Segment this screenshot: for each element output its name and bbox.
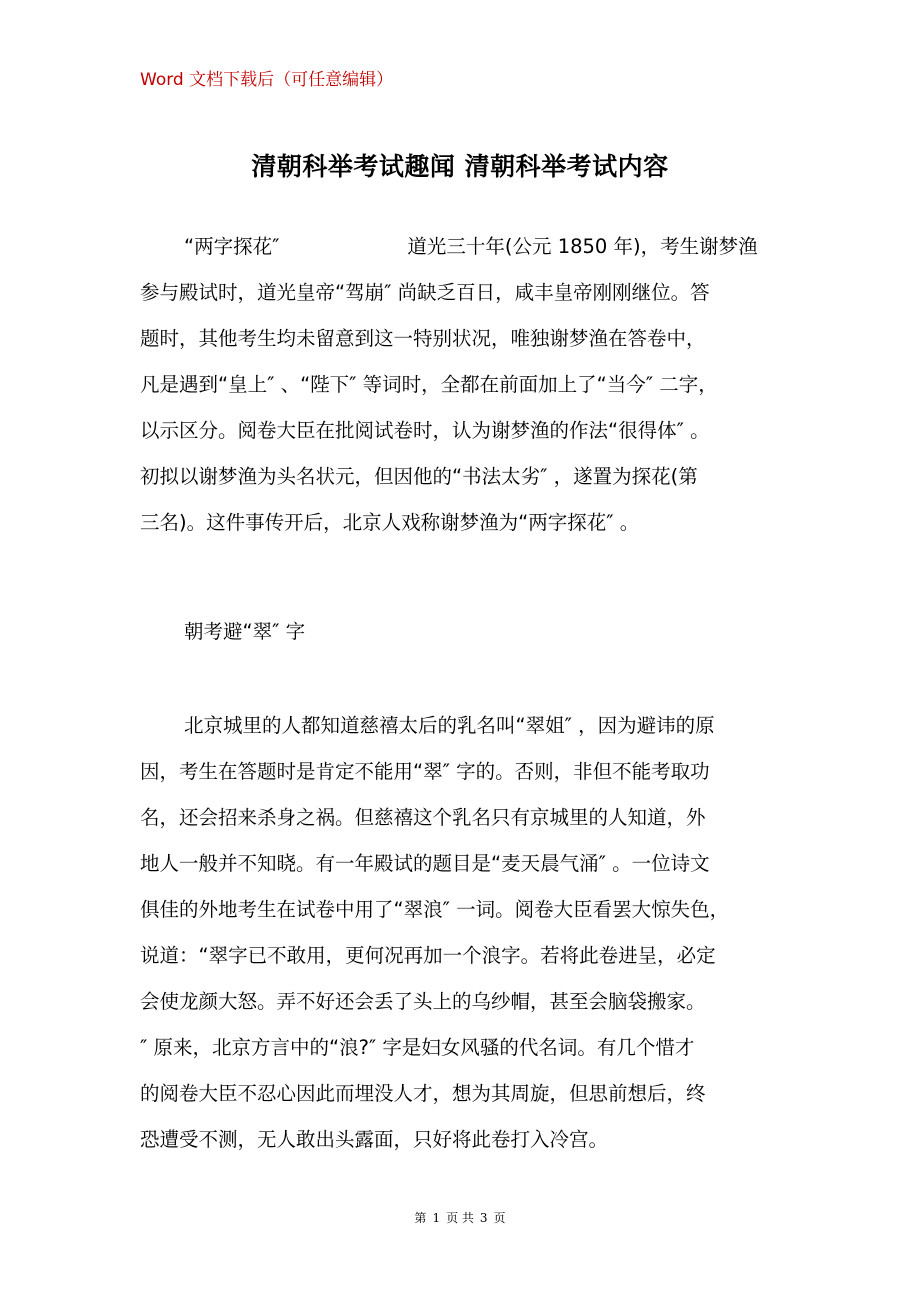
paragraph-line: 地人一般并不知晓。有一年殿试的题目是“麦天晨气涌″ 。一位诗文 (140, 852, 710, 875)
paragraph-line: 名，还会招来杀身之祸。但慈禧这个乳名只有京城里的人知道，外 (140, 806, 706, 829)
section-heading-cui (140, 609, 800, 655)
paragraph-line: 题时，其他考生均未留意到这一特别状况，唯独谢梦渔在答卷中， (140, 327, 706, 350)
paragraph-line: 以示区分。阅卷大臣在批阅试卷时，认为谢梦渔的作法“很得体″ 。 (140, 419, 710, 442)
section-heading-text: 朝考避“翠″ 字 (184, 620, 306, 643)
download-note: Word 文档下载后（可任意编辑） (140, 70, 394, 90)
section-heading-tanhua: “两字探花″ (184, 235, 280, 258)
paragraph-two-character-tanhua (140, 224, 800, 546)
footer-middle: 页 共 (446, 1211, 474, 1225)
total-page-count: 3 (479, 1211, 488, 1225)
paragraph-line: 俱佳的外地考生在试卷中用了“翠浪″ 一词。阅卷大臣看罢大惊失色， (140, 898, 730, 921)
paragraph-line: 初拟以谢梦渔为头名状元，但因他的“书法太劣″ ，遂置为探花(第 (140, 465, 698, 488)
footer-prefix: 第 (414, 1211, 427, 1225)
paragraph-line: 三名)。这件事传开后，北京人戏称谢梦渔为“两字探花″ 。 (140, 511, 640, 534)
current-page-number: 1 (432, 1211, 441, 1225)
page-footer (0, 1209, 920, 1227)
paragraph-line: 说道：“翠字已不敢用，更何况再加一个浪字。若将此卷进呈，必定 (140, 944, 716, 967)
paragraph-line: 会使龙颜大怒。弄不好还会丢了头上的乌纱帽，甚至会脑袋搬家。 (140, 990, 706, 1013)
paragraph-line: 北京城里的人都知道慈禧太后的乳名叫“翠姐″ ，因为避讳的原 (184, 714, 715, 737)
paragraph-line: ″ 原来，北京方言中的“浪?″ 字是妇女风骚的代名词。有几个惜才 (140, 1036, 695, 1059)
paragraph-line: 道光三十年(公元 1850 年)，考生谢梦渔 (407, 235, 758, 258)
paragraph-cui-avoidance (140, 703, 800, 1163)
paragraph-line: 参与殿试时，道光皇帝“驾崩″ 尚缺乏百日，咸丰皇帝刚刚继位。答 (140, 281, 710, 304)
paragraph-line: 凡是遇到“皇上″ 、“陛下″ 等词时，全都在前面加上了“当今″ 二字， (140, 373, 718, 396)
paragraph-line: 恐遭受不测，无人敢出头露面，只好将此卷打入冷宫。 (140, 1128, 609, 1151)
paragraph-line: 因，考生在答题时是肯定不能用“翠″ 字的。否则，非但不能考取功 (140, 760, 710, 783)
document-title: 清朝科举考试趣闻 清朝科举考试内容 (251, 152, 669, 181)
paragraph-line: 的阅卷大臣不忍心因此而埋没人才，想为其周旋，但思前想后，终 (140, 1082, 706, 1105)
paragraph-first-line (140, 224, 800, 270)
footer-suffix: 页 (493, 1211, 506, 1225)
